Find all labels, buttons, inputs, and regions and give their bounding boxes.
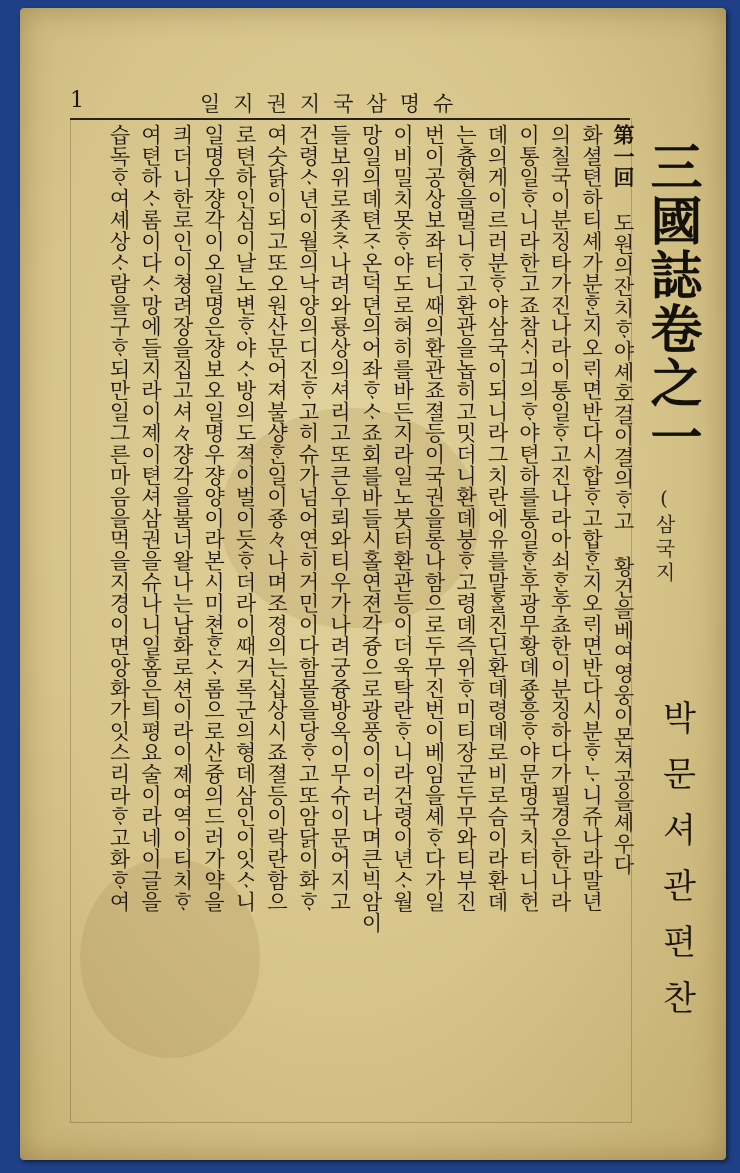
- text-column: [297, 124, 318, 1124]
- column-text: 이통일ᄒᆞ니라한고죠참ᄉᆡ긔의ᄒᆞ야텬하를통일ᄒᆞᆫ후광무황뎨죵흥ᄒᆞ야문명국치터니헌: [516, 124, 541, 913]
- chapter-heading-column: [612, 124, 634, 1124]
- column-text: 여숫닭이되고또오원산문어져불샹ᄒᆞᆫ일이죵々나며조졍의는십상시죠졀등이락란함으: [264, 124, 289, 913]
- column-text: 여텬하ᄉᆞ롬이다ᄉᆞ망에들지라이졔이텬셔삼권을슈나니일홈은틔평요술이라네이글을: [138, 124, 163, 913]
- text-column: [266, 124, 287, 1124]
- text-column: [234, 124, 255, 1124]
- text-column: [171, 124, 192, 1124]
- text-column: [581, 124, 602, 1124]
- text-column: [140, 124, 161, 1124]
- column-text: 이비밀치못ᄒᆞ야도로혀히를바든지라일노붓터환관등이더욱탁란ᄒᆞ니라건령이년ᄉᆞ월: [390, 124, 415, 913]
- column-text: 습독ᄒᆞ여셰상ᄉᆞ람을구ᄒᆞ되만일그른마음을먹을지경이면앙화가잇스리라ᄒᆞ고화ᄒᆞ여: [107, 124, 131, 913]
- text-column: [360, 124, 381, 1124]
- column-text: 뎨의게이르러분ᄒᆞ야삼국이되니라그치란에유를말ᄒᆞᆯ진딘환뎨령뎨로비로슴이라환뎨: [485, 124, 509, 913]
- column-text: 들보위로좃ᄎᆞ나려와룡상의셔리고또큰우뢰와티우가나려궁즁방옥이무슈이문어지고: [327, 124, 352, 913]
- column-text: 킈더니한로인이쳥려장을집고셔々쟝각을불너왈나는남화로션이라이졔여역이티치ᄒᆞ: [170, 124, 194, 913]
- text-column: [329, 124, 350, 1124]
- column-text: 일명우쟝각이오일명은쟝보오일명우쟝양이라본시미쳔ᄒᆞᆫᄉᆞ롬으로산즁의드러가약을: [201, 124, 226, 913]
- column-text: 건령ᄉᆞ년이월의낙양의디진ᄒᆞ고히슈가넘어연히거민이다함몰을당ᄒᆞ고또암닭이화ᄒᆞ: [296, 124, 320, 913]
- publisher-credit: 박문셔관편찬: [656, 700, 696, 1036]
- header-rule: [70, 118, 630, 120]
- alt-title: (삼국지: [652, 486, 676, 586]
- page-number: 1: [70, 88, 84, 113]
- column-text: 의칠국이분징타가진나라이통일ᄒᆞ고진나라아쇠ᄒᆞᆫ후쵸한이분징하다가필경은한나라: [548, 124, 572, 913]
- column-text: 로텬하인심이날노변ᄒᆞ야ᄉᆞ방의도젹이벌이듯ᄒᆞ더라이ᄯᅢ거록군의형데삼인이잇ᄉᆞ니: [233, 124, 257, 913]
- column-text: 망일의뎨텬ᄌᆞ온덕뎐의어좌ᄒᆞᄉᆞ죠회를바들시홀연젼각즁으로광풍이이러나며큰빅암이: [359, 124, 383, 934]
- column-text: 도원의잔치ᄒᆞ야셰호걸이결의ᄒᆞ고 황건을베여영웅이몬져공을셰우다: [611, 187, 635, 876]
- text-column: [455, 124, 476, 1124]
- text-column: [203, 124, 224, 1124]
- column-text: 화셜텬하티셰가분ᄒᆞᆫ지오ᄅᆡ면반다시합ᄒᆞ고합ᄒᆞᆫ지오ᄅᆡ면반다시분ᄒᆞᄂᆞ니쥬나라말년: [579, 124, 604, 913]
- text-column: [392, 124, 413, 1124]
- running-head: 일지권지국삼명슈: [200, 92, 467, 116]
- text-column: [549, 124, 570, 1124]
- column-text: 번이공상보좌터니ᄯᅢ의환관죠졀등이국권을롱나함으로두무진번이베임을셰ᄒᆞ다가일: [422, 124, 446, 913]
- volume-title: 三國誌卷之一: [641, 140, 702, 464]
- text-column: [423, 124, 444, 1124]
- text-column: [518, 124, 539, 1124]
- text-column: [108, 124, 129, 1124]
- column-text: 는츙현을멀니ᄒᆞ고환관을놉히고밋더니환뎨붕ᄒᆞ고령뎨즉위ᄒᆞ미티장군두무와티부진: [453, 124, 478, 913]
- chapter-label: 第一回: [611, 124, 636, 188]
- text-column: [486, 124, 507, 1124]
